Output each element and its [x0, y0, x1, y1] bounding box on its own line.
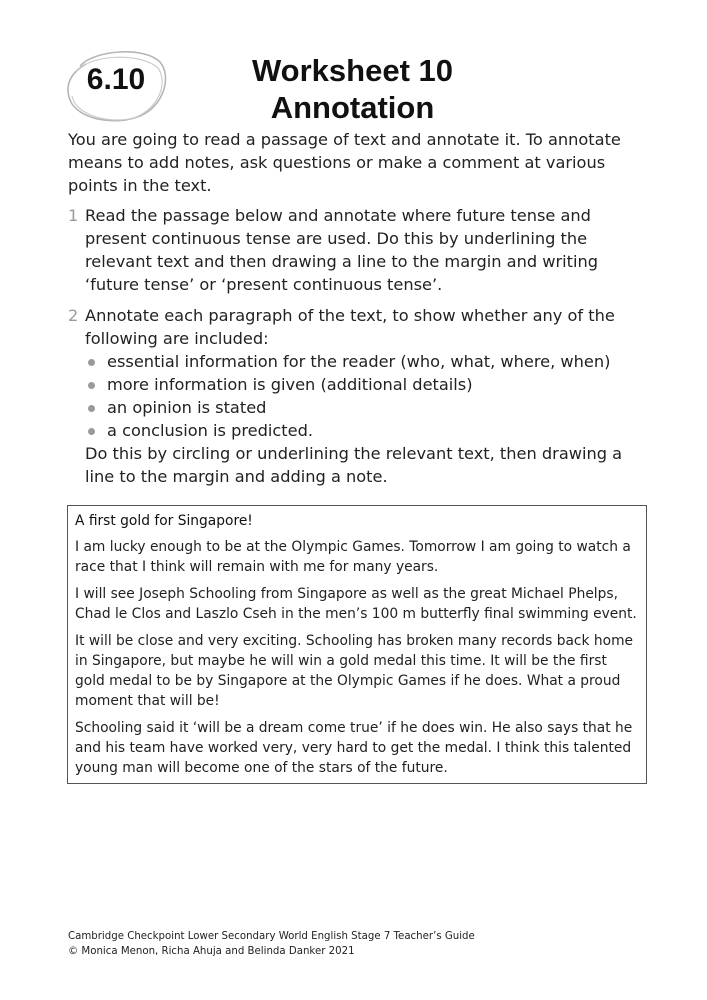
title-line-1: Worksheet 10	[251, 53, 453, 88]
task-text: Read the passage below and annotate where future tense and present continuous tense are used. Do this by underlining the relevant text and then drawing a line to the margin and writing ‘future tense’ or ‘present continuous tense’.	[85, 206, 599, 294]
title-line-2: Annotation	[270, 90, 435, 125]
page-title	[200, 52, 505, 126]
intro-paragraph: You are going to read a passage of text and annotate it. To annotate means to add notes, ask questions or make a comment at various points in the text.	[68, 130, 621, 195]
list-item: more information is given (additional details)	[85, 373, 653, 396]
task-2	[68, 304, 653, 488]
passage-box	[67, 505, 647, 784]
bullet-icon	[88, 405, 95, 412]
task-body	[85, 304, 653, 488]
section-badge	[60, 44, 172, 126]
list-item: a conclusion is predicted.	[85, 419, 653, 442]
task-number: 2	[68, 306, 79, 325]
passage-paragraph: Schooling said it ‘will be a dream come true’ if he does win. He also says that he and his team have worked very, very hard to get the medal. I think this talented young man will become one of the stars of the future.	[75, 720, 633, 776]
section-number: 6.10	[86, 63, 146, 96]
list-item: essential information for the reader (who, what, where, when)	[85, 350, 653, 373]
footer-book-title: Cambridge Checkpoint Lower Secondary World English Stage 7 Teacher’s Guide	[68, 931, 475, 942]
bullet-icon	[88, 359, 95, 366]
passage-paragraph: I will see Joseph Schooling from Singapore as well as the great Michael Phelps, Chad le Clos and Laszlo Cseh in the men’s 100 m butterfly final swimming event.	[75, 586, 637, 622]
footer	[68, 930, 628, 959]
passage-paragraph: I am lucky enough to be at the Olympic Games. Tomorrow I am going to watch a race that I think will remain with me for many years.	[75, 539, 631, 575]
task-1	[68, 204, 653, 296]
bullet-icon	[88, 428, 95, 435]
footer-copyright: © Monica Menon, Richa Ahuja and Belinda Danker 2021	[68, 945, 355, 957]
task-number: 1	[68, 206, 79, 225]
passage-title: A first gold for Singapore!	[75, 513, 253, 529]
bullet-list	[85, 350, 653, 442]
list-item: an opinion is stated	[85, 396, 653, 419]
passage-paragraph: It will be close and very exciting. Schooling has broken many records back home in Singapore, but maybe he will win a gold medal this time. It will be the first gold medal to be by Singapore at the Olympic Games if he does. What a proud moment that will be!	[75, 633, 634, 709]
task-text: Annotate each paragraph of the text, to show whether any of the following are included:	[85, 306, 615, 348]
task-closing: Do this by circling or underlining the relevant text, then drawing a line to the margin and adding a note.	[85, 444, 623, 486]
bullet-icon	[88, 382, 95, 389]
